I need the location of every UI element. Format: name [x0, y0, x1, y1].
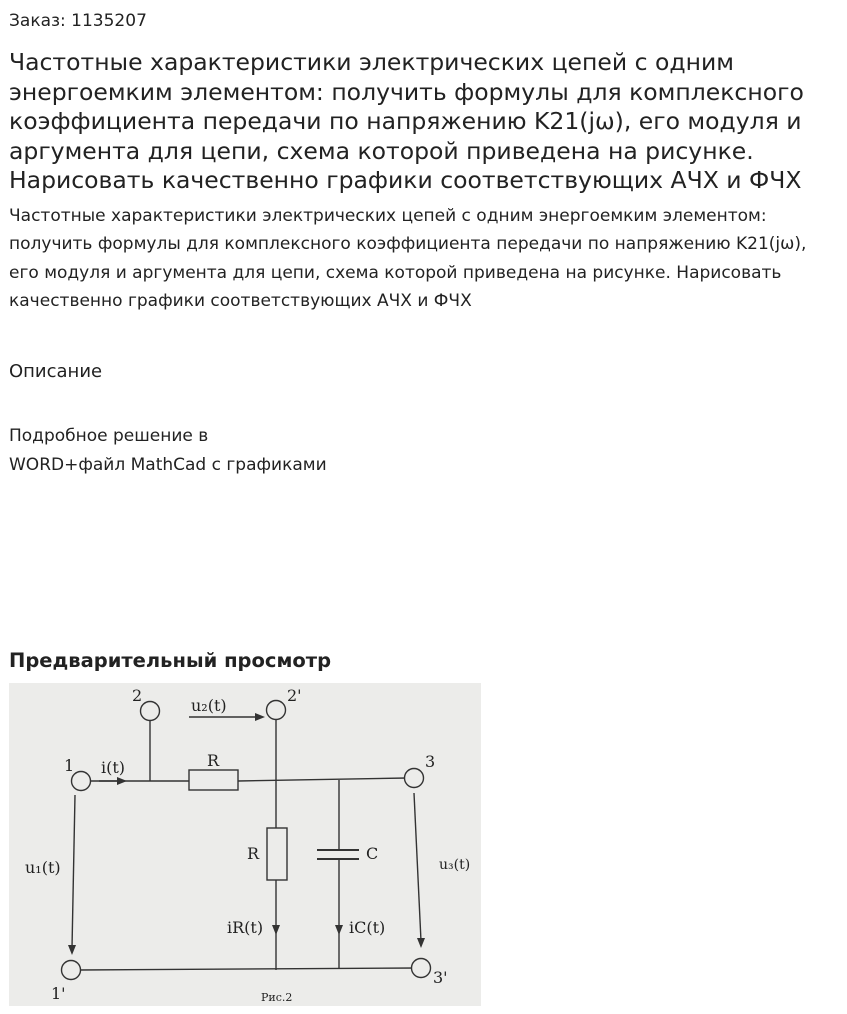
- label-node-2: 2: [132, 686, 143, 705]
- label-c: C: [366, 844, 379, 863]
- preview-heading: Предварительный просмотр: [9, 649, 332, 672]
- label-u1: u₁(t): [25, 858, 61, 877]
- wire-top-right: [238, 778, 407, 781]
- label-i: i(t): [101, 758, 126, 777]
- terminal-2p: [267, 701, 286, 720]
- arrowhead-ir: [272, 925, 280, 935]
- label-node-3: 3: [425, 752, 436, 771]
- arrow-u3: [414, 793, 421, 941]
- terminal-1p: [62, 961, 81, 980]
- solution-note: [9, 422, 429, 479]
- label-node-1: 1: [64, 756, 75, 775]
- label-ir: iR(t): [227, 918, 264, 937]
- page-title: Частотные характеристики электрических цепей с одним энергоемким элементом: получить формулы для комплексного коэффициента передачи по напряжению K21(jω), его модуля и аргумента для цепи, схема которой приведена на рисунке. Нарисовать качественно графики соответствующих АЧХ и ФЧХ: [9, 48, 804, 194]
- arrowhead-u1: [68, 945, 76, 955]
- terminal-3: [405, 769, 424, 788]
- preview-image: [9, 683, 481, 1006]
- order-number: Заказ: 1135207: [9, 11, 147, 31]
- label-u2: u₂(t): [191, 696, 227, 715]
- terminal-3p: [412, 959, 431, 978]
- circuit-diagram: [9, 683, 481, 1006]
- terminal-1: [72, 772, 91, 791]
- label-r-middle: R: [247, 844, 260, 863]
- wire-bottom: [79, 968, 419, 970]
- label-node-2p: 2': [287, 686, 302, 705]
- figure-caption: Рис.2: [261, 991, 293, 1004]
- task-description: Частотные характеристики электрических цепей с одним энергоемким элементом: получить формулы для комплексного коэффициента передачи по напряжению K21(jω), его модуля и аргумента для цепи, схема которой приведена на рисунке. Нарисовать качественно графики соответствующих АЧХ и ФЧХ: [9, 206, 807, 312]
- terminal-2: [141, 702, 160, 721]
- arrowhead-u2: [255, 713, 265, 721]
- resistor-top: [189, 770, 238, 790]
- solution-line-1: Подробное решение в: [9, 426, 209, 446]
- arrowhead-u3: [417, 938, 425, 948]
- label-node-1p: 1': [51, 984, 66, 1003]
- label-r-top: R: [207, 751, 220, 770]
- label-u3: u₃(t): [439, 857, 471, 873]
- arrowhead-i: [117, 777, 127, 785]
- description-section-label: Описание: [9, 361, 103, 382]
- arrowhead-ic: [335, 925, 343, 935]
- label-node-3p: 3': [433, 968, 448, 987]
- arrow-u1: [72, 795, 75, 948]
- resistor-middle: [267, 828, 287, 880]
- label-ic: iC(t): [349, 918, 386, 937]
- solution-line-2: WORD+файл MathCad с графиками: [9, 454, 327, 475]
